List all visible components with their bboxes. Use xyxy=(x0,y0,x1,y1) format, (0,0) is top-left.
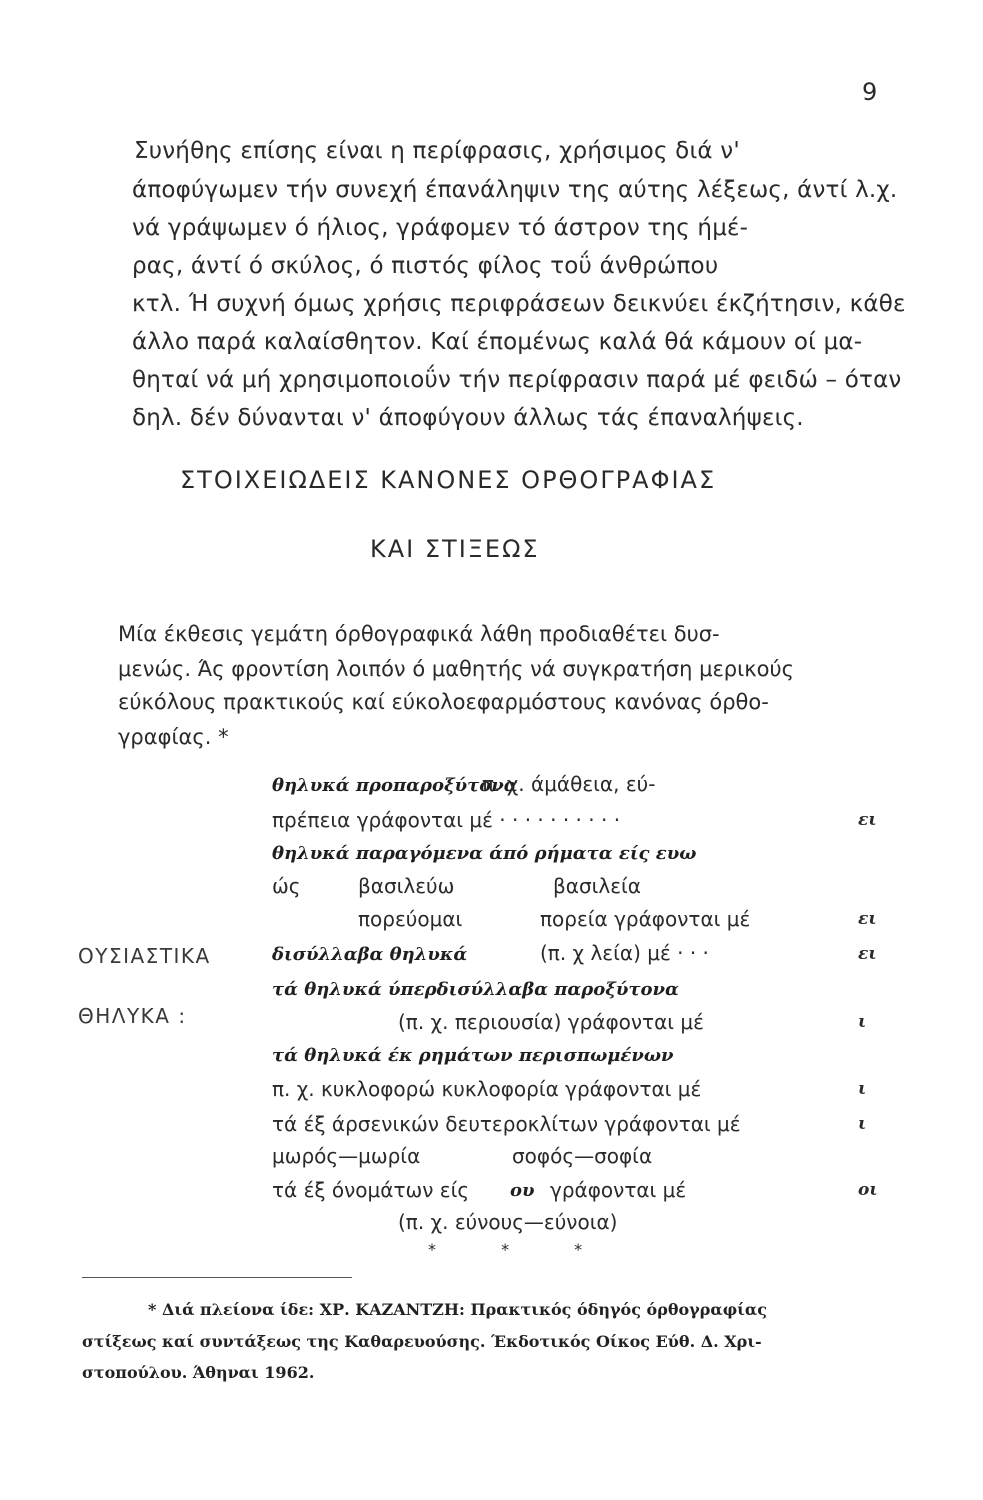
intro-line-4: ρας, άντί ό σκύλος, ό πιστός φίλος τοΰ άνθρώπου xyxy=(132,253,719,279)
footnote-line-1: * Διά πλείονα ίδε: ΧΡ. ΚΑΖΑΝΤΖΗ: Πρακτικός όδηγός όρθογραφίας xyxy=(148,1300,767,1319)
rule-10-text: π. χ. κυκλοφορώ κυκλοφορία γράφονται μέ xyxy=(272,1077,702,1101)
rule-13-ending: ου xyxy=(510,1180,535,1201)
rule-2-text: πρέπεια γράφονται μέ · · · · · · · · · · xyxy=(272,808,621,832)
intro-line-8: δηλ. δέν δύνανται ν' άποφύγουν άλλως τάς έπαναλήψεις. xyxy=(132,405,804,431)
rule-5-verb: πορεύομαι xyxy=(358,907,463,931)
rule-12-example-b: σοφός—σοφία xyxy=(512,1144,653,1168)
rule-4-as: ώς xyxy=(272,874,301,898)
para2-line-1: Μία έκθεσις γεμάτη όρθογραφικά λάθη προδιαθέτει δυσ- xyxy=(118,622,720,646)
intro-line-3: νά γράψωμεν ό ήλιος, γράφομεν τό άστρον της ήμέ- xyxy=(132,215,749,241)
para2-line-4: γραφίας. * xyxy=(118,725,229,749)
rule-2-suffix: ει xyxy=(858,810,877,830)
rule-13-rest: γράφονται μέ xyxy=(550,1178,687,1202)
rule-12-example-a: μωρός—μωρία xyxy=(272,1144,421,1168)
rule-11-text: τά έξ άρσενικών δευτεροκλίτων γράφονται μέ xyxy=(272,1112,741,1136)
rule-6-italic: δισύλλαβα θηλυκά xyxy=(272,944,468,965)
rule-8-suffix: ι xyxy=(858,1012,867,1032)
rule-5-suffix: ει xyxy=(858,909,877,929)
rule-14-text: (π. χ. εύνους—εύνοια) xyxy=(398,1210,618,1234)
section-stars: * * * xyxy=(428,1240,613,1259)
rule-6-suffix: ει xyxy=(858,944,877,964)
rule-13-text: τά έξ όνομάτων είς xyxy=(272,1178,470,1202)
rule-5-noun: πορεία γράφονται μέ xyxy=(540,907,751,931)
rule-11-suffix: ι xyxy=(858,1114,867,1134)
intro-line-7: θηταί νά μή χρησιμοποιοΰν τήν περίφρασιν παρά μέ φειδώ – όταν xyxy=(132,367,902,393)
rule-9-italic: τά θηλυκά έκ ρημάτων περισπωμένων xyxy=(272,1045,674,1066)
rule-4-noun: βασιλεία xyxy=(553,874,641,898)
rule-13-suffix: οι xyxy=(858,1180,878,1200)
rule-7-italic: τά θηλυκά ύπερδισύλλαβα παροξύτονα xyxy=(272,979,679,1000)
rule-8-text: (π. χ. περιουσία) γράφονται μέ xyxy=(398,1010,704,1034)
side-label-nouns: ΟΥΣΙΑΣΤΙΚΑ xyxy=(78,944,211,968)
rule-4-verb: βασιλεύω xyxy=(358,874,455,898)
side-label-feminine: ΘΗΛΥΚΑ : xyxy=(78,1004,187,1028)
page-number: 9 xyxy=(862,78,878,106)
section-subheading: ΚΑΙ ΣΤΙΞΕΩΣ xyxy=(370,535,540,563)
para2-line-3: εύκόλους πρακτικούς καί εύκολοεφαρμόστους κανόνας όρθο- xyxy=(118,690,769,714)
footnote-line-2: στίξεως καί συντάξεως της Καθαρευούσης. Έκδοτικός Οίκος Εύθ. Δ. Χρι- xyxy=(82,1332,762,1351)
intro-line-5: κτλ. Ή συχνή όμως χρήσις περιφράσεων δεικνύει έκζήτησιν, κάθε xyxy=(132,291,906,317)
rule-3-italic: θηλυκά παραγόμενα άπό ρήματα είς ευω xyxy=(272,843,697,864)
intro-line-2: άποφύγωμεν τήν συνεχή έπανάληψιν της αύτης λέξεως, άντί λ.χ. xyxy=(132,177,898,203)
footnote-line-3: στοπούλου. Άθηναι 1962. xyxy=(82,1363,315,1382)
para2-line-2: μενώς. Άς φροντίση λοιπόν ό μαθητής νά συγκρατήση μερικούς xyxy=(118,657,794,681)
rule-6-text: (π. χ λεία) μέ · · · xyxy=(540,941,709,965)
rule-10-suffix: ι xyxy=(858,1079,867,1099)
rule-1-text: π. χ. άμάθεια, εύ- xyxy=(482,772,656,796)
section-heading: ΣΤΟΙΧΕΙΩΔΕΙΣ ΚΑΝΟΝΕΣ ΟΡΘΟΓΡΑΦΙΑΣ xyxy=(180,466,717,494)
intro-line-6: άλλο παρά καλαίσθητον. Καί έπομένως καλά θά κάμουν οί μα- xyxy=(132,329,863,355)
intro-line-1: Συνήθης επίσης είναι η περίφρασις, χρήσιμος διά ν' xyxy=(134,138,740,164)
rule-1-italic: θηλυκά προπαροξύτονα xyxy=(272,775,518,796)
footnote-divider xyxy=(82,1277,352,1278)
